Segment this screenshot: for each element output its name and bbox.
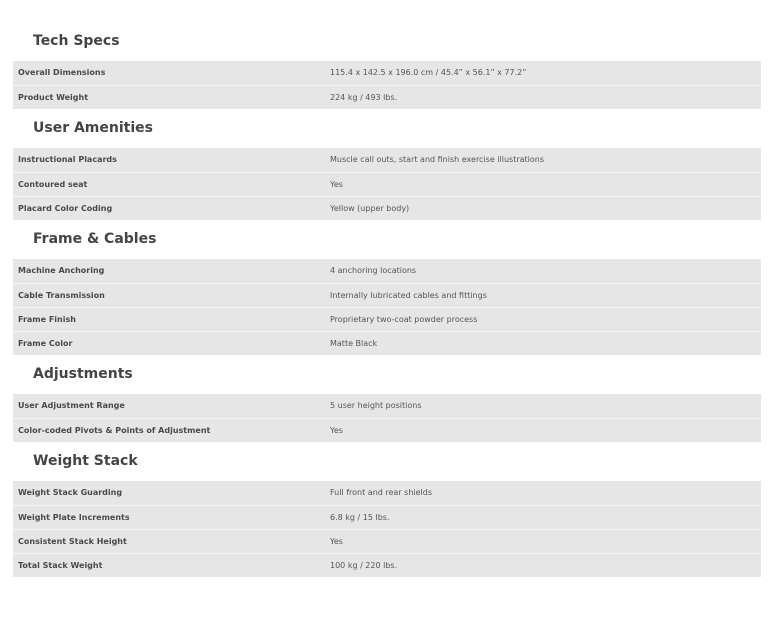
spec-value: 4 anchoring locations [330,266,417,276]
spec-value: Yes [330,536,343,546]
table-row [13,196,761,220]
table-row [13,307,761,331]
table-row [13,85,761,109]
spec-value: 5 user height positions [330,401,422,411]
table-row [13,394,761,418]
table-row [13,481,761,505]
spec-table-adjustments [13,394,761,442]
spec-label: Product Weight [18,92,89,102]
spec-value: 6.8 kg / 15 lbs. [330,512,390,522]
spec-label: Weight Stack Guarding [18,488,123,498]
spec-label: Weight Plate Increments [18,512,130,522]
table-row [13,283,761,307]
spec-value: Yes [330,425,343,435]
table-row [13,529,761,553]
spec-label: Machine Anchoring [18,266,105,276]
spec-table-tech-specs [13,61,761,109]
spec-label: Contoured seat [18,179,88,189]
spec-label: Color-coded Pivots & Points of Adjustment [18,425,211,435]
section-title-weight-stack: Weight Stack [33,453,138,469]
spec-value: 100 kg / 220 lbs. [330,560,398,570]
spec-value: 115.4 x 142.5 x 196.0 cm / 45.4” x 56.1” x 77.2” [330,68,527,78]
spec-table-frame-cables [13,259,761,355]
spec-value: 224 kg / 493 lbs. [330,92,398,102]
spec-value: Proprietary two-coat powder process [330,314,478,324]
spec-label: Placard Color Coding [18,203,113,213]
spec-label: Total Stack Weight [18,560,103,570]
spec-label: Overall Dimensions [18,68,106,78]
spec-label: Consistent Stack Height [18,536,127,546]
spec-label: Frame Finish [18,314,76,324]
spec-table-user-amenities [13,148,761,220]
table-row [13,553,761,577]
spec-value: Internally lubricated cables and fittings [330,290,487,300]
section-title-frame-cables: Frame & Cables [33,231,157,247]
table-row [13,148,761,172]
section-title-adjustments: Adjustments [33,366,133,382]
spec-label: Instructional Placards [18,155,117,165]
table-row [13,61,761,85]
table-row [13,172,761,196]
spec-table-weight-stack [13,481,761,577]
table-row [13,331,761,355]
spec-value: Full front and rear shields [330,488,433,498]
table-row [13,418,761,442]
spec-label: Cable Transmission [18,290,105,300]
table-row [13,505,761,529]
spec-label: User Adjustment Range [18,401,125,411]
spec-value: Yes [330,179,343,189]
section-title-user-amenities: User Amenities [33,120,153,136]
section-title-tech-specs: Tech Specs [33,33,120,49]
table-row [13,259,761,283]
spec-value: Muscle call outs, start and finish exercise illustrations [330,155,545,165]
spec-value: Yellow (upper body) [330,203,410,213]
spec-value: Matte Black [330,338,378,348]
spec-label: Frame Color [18,338,73,348]
